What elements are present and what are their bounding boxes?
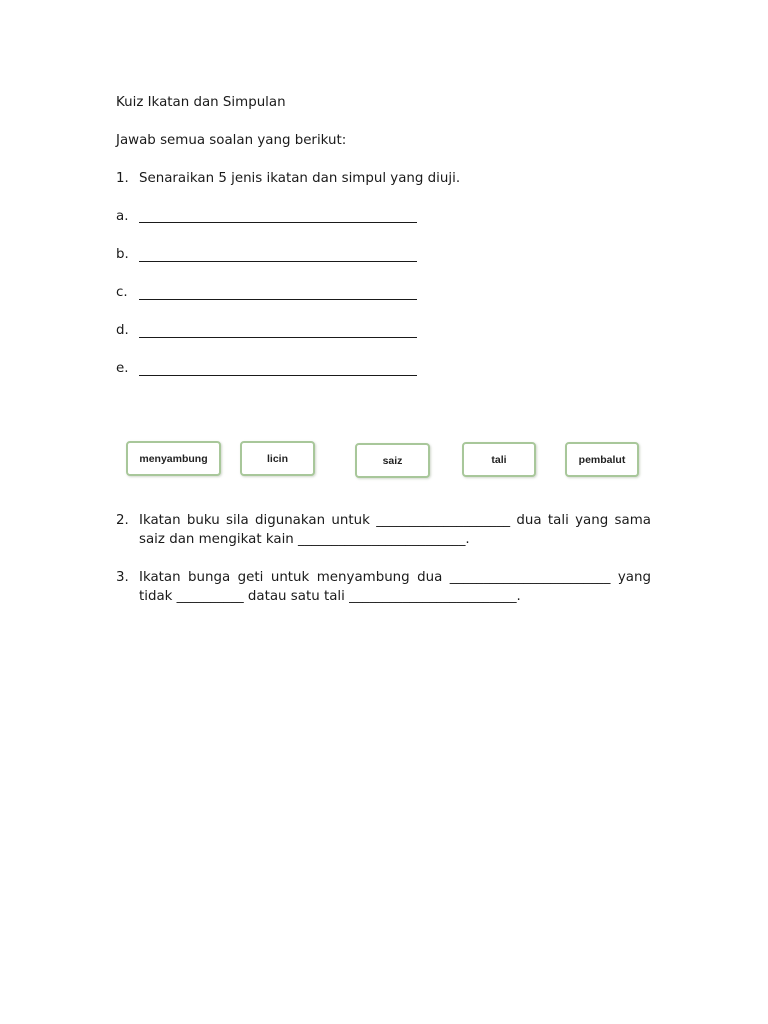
word-bank-licin: licin	[240, 441, 315, 476]
word-bank-menyambung: menyambung	[126, 441, 221, 476]
instruction-text: Jawab semua soalan yang berikut:	[116, 133, 347, 148]
answer-blank-a[interactable]	[139, 222, 417, 223]
question-2-line-2: saiz dan mengikat kain _________________________.	[139, 532, 470, 547]
answer-label-e: e.	[116, 361, 129, 376]
answer-blank-c[interactable]	[139, 299, 417, 300]
page-title: Kuiz Ikatan dan Simpulan	[116, 95, 286, 110]
word-bank-saiz: saiz	[355, 443, 430, 478]
answer-label-a: a.	[116, 209, 129, 224]
answer-label-c: c.	[116, 285, 128, 300]
question-1-number: 1.	[116, 171, 129, 186]
word-bank-tali: tali	[462, 442, 536, 477]
answer-label-d: d.	[116, 323, 129, 338]
question-2-number: 2.	[116, 513, 129, 528]
question-3-number: 3.	[116, 570, 129, 585]
question-1-text: Senaraikan 5 jenis ikatan dan simpul yang diuji.	[139, 171, 461, 186]
answer-blank-b[interactable]	[139, 261, 417, 262]
word-bank-pembalut: pembalut	[565, 442, 639, 477]
question-3-line-2: tidak __________ datau satu tali _________________________.	[139, 589, 521, 604]
answer-blank-d[interactable]	[139, 337, 417, 338]
question-2-line-1: Ikatan buku sila digunakan untuk ____________________ dua tali yang sama	[139, 513, 651, 528]
answer-blank-e[interactable]	[139, 375, 417, 376]
question-3-line-1: Ikatan bunga geti untuk menyambung dua ________________________ yang	[139, 570, 651, 585]
answer-label-b: b.	[116, 247, 129, 262]
